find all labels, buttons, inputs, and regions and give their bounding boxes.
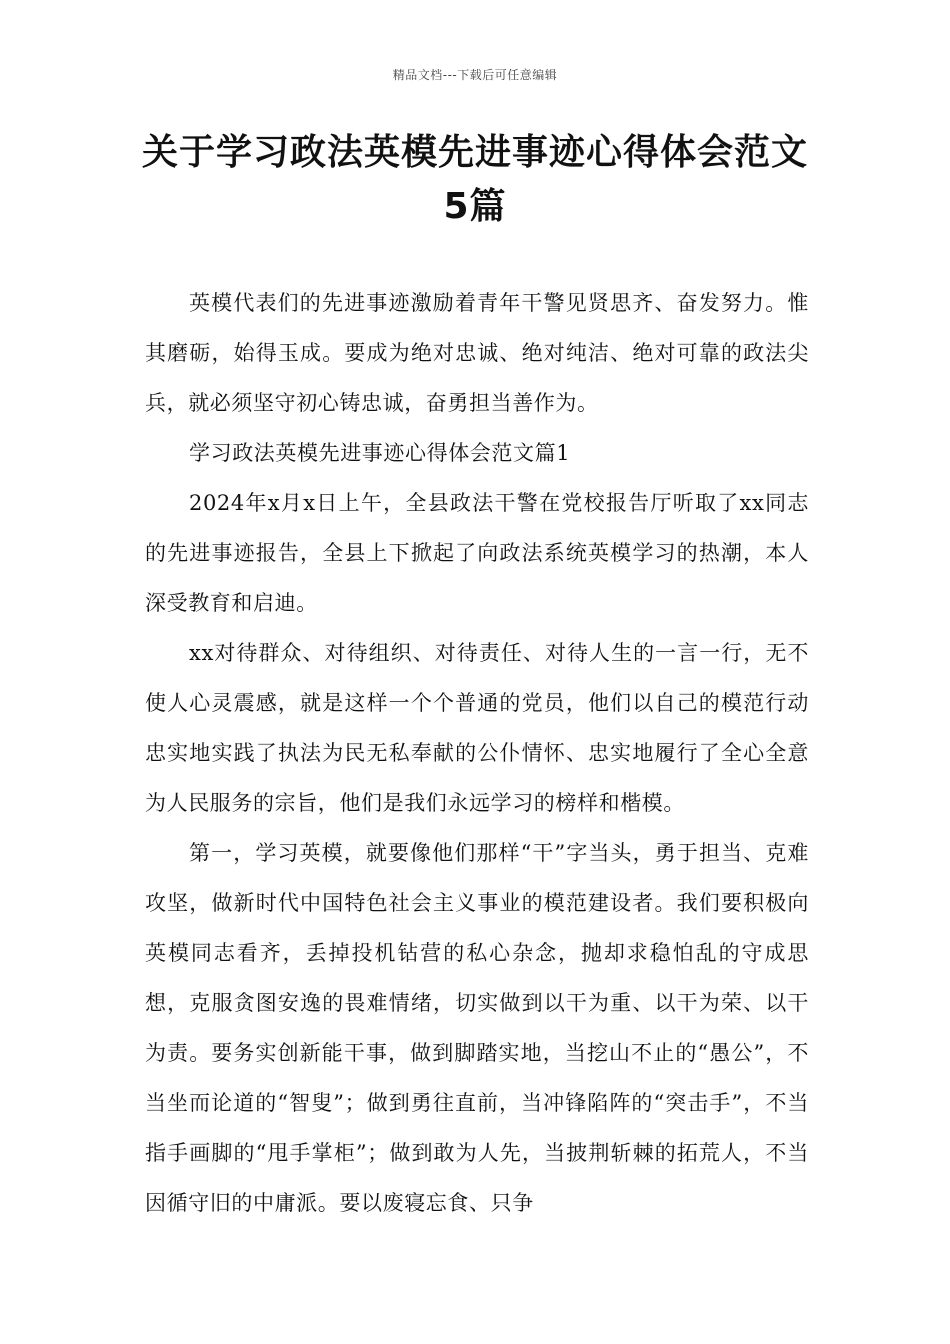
paragraph-event: 2024年x月x日上午，全县政法干警在党校报告厅听取了xx同志的先进事迹报告，全县上下掀起了向政法系统英模学习的热潮，本人深受教育和启迪。	[145, 491, 809, 615]
paragraph-section-heading: 学习政法英模先进事迹心得体会范文篇1	[189, 441, 571, 465]
document-title: 关于学习政法英模先进事迹心得体会范文5篇	[141, 132, 808, 227]
document-body	[145, 278, 809, 1228]
paragraph-intro: 英模代表们的先进事迹激励着青年干警见贤思齐、奋发努力。惟其磨砺，始得玉成。要成为绝对忠诚、绝对纯洁、绝对可靠的政法尖兵，就必须坚守初心铸忠诚，奋勇担当善作为。	[145, 291, 809, 415]
paragraph-first-point: 第一，学习英模，就要像他们那样“干”字当头，勇于担当、克难攻坚，做新时代中国特色社会主义事业的模范建设者。我们要积极向英模同志看齐，丢掉投机钻营的私心杂念，抛却求稳怕乱的守成思想，克服贪图安逸的畏难情绪，切实做到以干为重、以干为荣、以干为责。要务实创新能干事，做到脚踏实地，当挖山不止的“愚公”，不当坐而论道的“智叟”；做到勇往直前，当冲锋陷阵的“突击手”，不当指手画脚的“甩手掌柜”；做到敢为人先，当披荆斩棘的拓荒人，不当因循守旧的中庸派。要以废寝忘食、只争	[145, 841, 809, 1215]
header-note: 精品文档---下载后可任意编辑	[392, 68, 558, 82]
paragraph-role-model: xx对待群众、对待组织、对待责任、对待人生的一言一行，无不使人心灵震感，就是这样一个个普通的党员，他们以自己的模范行动忠实地实践了执法为民无私奉献的公仆情怀、忠实地履行了全心全意为人民服务的宗旨，他们是我们永远学习的榜样和楷模。	[145, 641, 809, 815]
